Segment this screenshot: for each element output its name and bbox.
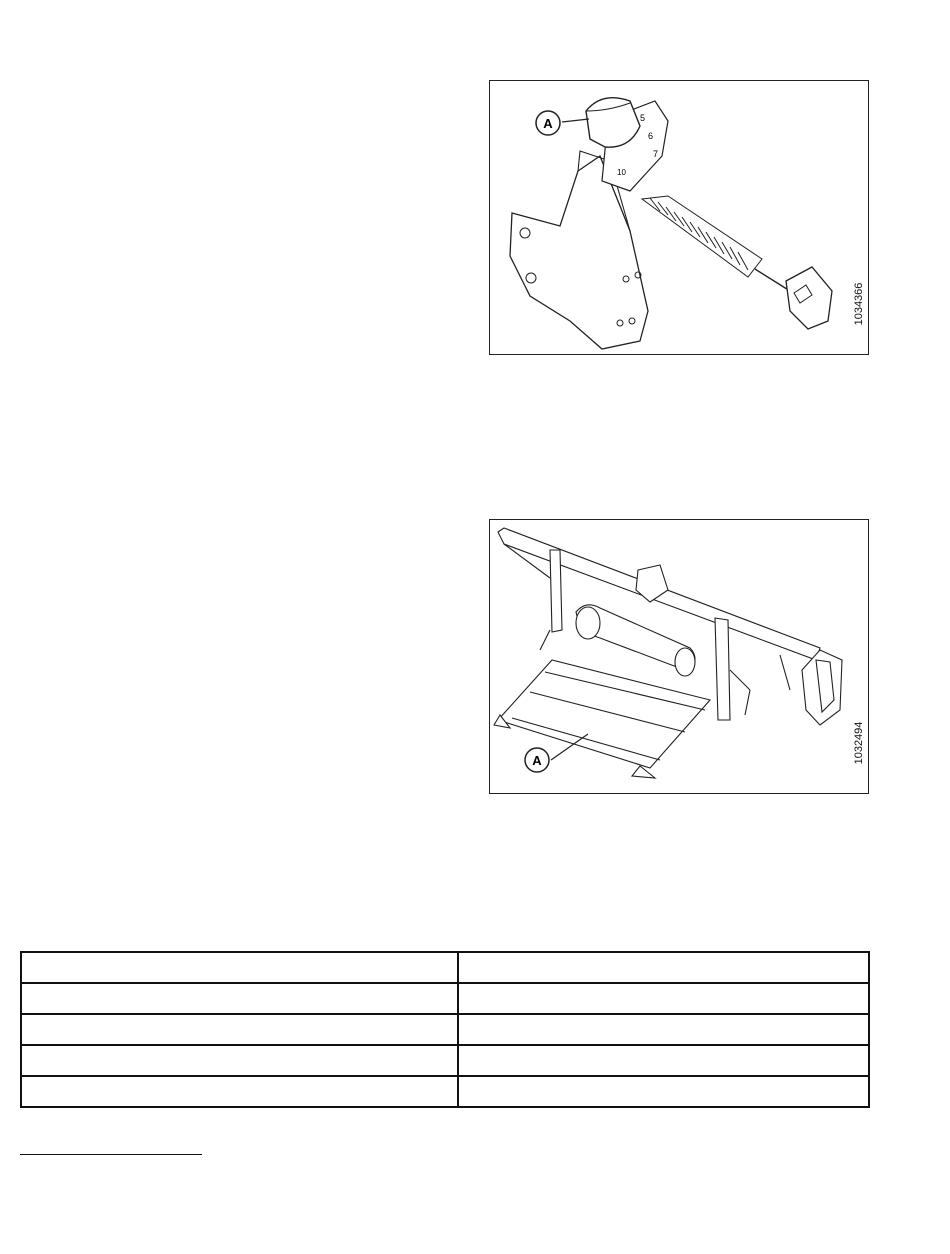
svg-text:5: 5 xyxy=(640,113,646,123)
figure-number: 1034366 xyxy=(853,282,865,326)
table-row xyxy=(21,1014,869,1045)
table-cell xyxy=(21,983,458,1014)
table-row xyxy=(21,1076,869,1107)
figure-header-assembly xyxy=(489,519,869,794)
footnote-divider xyxy=(20,1154,202,1155)
table-cell xyxy=(21,1045,458,1076)
table-cell xyxy=(458,1045,869,1076)
svg-text:6: 6 xyxy=(648,131,654,141)
table-cell xyxy=(21,952,458,983)
table-row xyxy=(21,1045,869,1076)
table-cell xyxy=(458,1014,869,1045)
table-cell xyxy=(458,952,869,983)
table-row xyxy=(21,952,869,983)
table-cell xyxy=(21,1014,458,1045)
table-row xyxy=(21,983,869,1014)
table-cell xyxy=(21,1076,458,1107)
figure-number: 1032494 xyxy=(853,721,865,765)
svg-text:7: 7 xyxy=(653,149,659,159)
callout-a-label: A xyxy=(543,116,553,131)
sensor-bracket-illustration xyxy=(490,81,868,354)
callout-a-label: A xyxy=(532,753,542,768)
table-cell xyxy=(458,983,869,1014)
specification-table xyxy=(20,951,870,1108)
header-assembly-illustration xyxy=(490,520,868,793)
figure-sensor-bracket xyxy=(489,80,869,355)
table-cell xyxy=(458,1076,869,1107)
svg-text:10: 10 xyxy=(617,168,626,177)
